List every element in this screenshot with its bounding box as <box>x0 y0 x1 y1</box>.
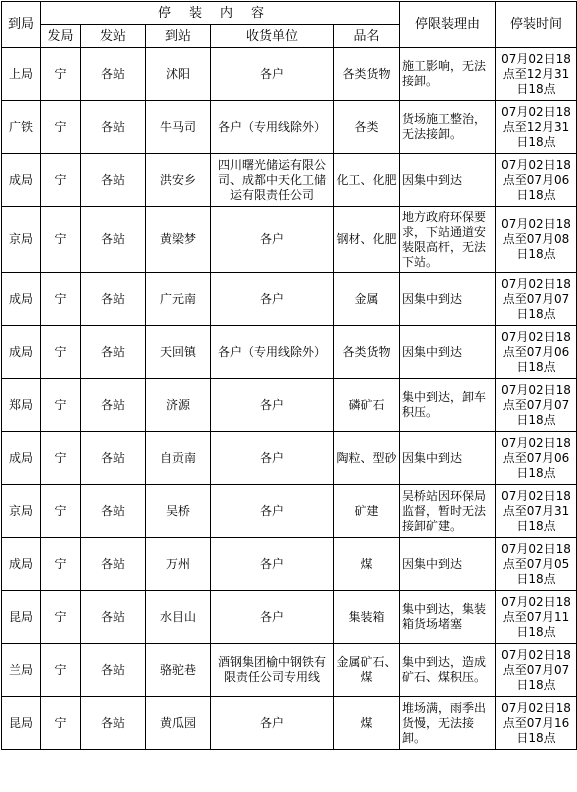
cell-origin-bureau: 宁 <box>41 207 81 273</box>
cell-origin-bureau: 宁 <box>41 273 81 326</box>
cell-goods: 金属 <box>334 273 400 326</box>
table-row <box>2 485 577 538</box>
cell-goods: 磷矿石 <box>334 379 400 432</box>
cell-origin-bureau: 宁 <box>41 432 81 485</box>
cell-origin-bureau: 宁 <box>41 538 81 591</box>
cell-goods: 煤 <box>334 538 400 591</box>
header-group-title: 停装内容 <box>41 2 400 25</box>
header-reason: 停限装理由 <box>400 2 496 48</box>
cell-consignee: 各户 <box>211 379 334 432</box>
cell-dest-station: 黄梁梦 <box>146 207 211 273</box>
table-row <box>2 591 577 644</box>
cell-time: 07月02日18点至07月07日18点 <box>496 273 577 326</box>
cell-dest-bureau: 广铁 <box>2 101 41 154</box>
cell-reason: 因集中到达 <box>400 154 496 207</box>
cell-dest-bureau: 成局 <box>2 273 41 326</box>
cell-reason: 集中到达，卸车积压。 <box>400 379 496 432</box>
cell-time: 07月02日18点至07月31日18点 <box>496 485 577 538</box>
cell-time: 07月02日18点至07月06日18点 <box>496 326 577 379</box>
cell-origin-station: 各站 <box>81 485 146 538</box>
cell-consignee: 各户 <box>211 48 334 101</box>
cell-origin-station: 各站 <box>81 379 146 432</box>
cell-origin-station: 各站 <box>81 207 146 273</box>
cell-origin-bureau: 宁 <box>41 326 81 379</box>
cell-time: 07月02日18点至12月31日18点 <box>496 48 577 101</box>
cell-dest-station: 洪安乡 <box>146 154 211 207</box>
table-row <box>2 48 577 101</box>
cell-goods: 集装箱 <box>334 591 400 644</box>
cell-dest-station: 骆驼巷 <box>146 644 211 697</box>
cell-consignee: 各户 <box>211 485 334 538</box>
cell-origin-station: 各站 <box>81 432 146 485</box>
cell-dest-bureau: 昆局 <box>2 697 41 750</box>
cell-reason: 因集中到达 <box>400 326 496 379</box>
cell-dest-bureau: 兰局 <box>2 644 41 697</box>
table-row <box>2 697 577 750</box>
cell-dest-bureau: 上局 <box>2 48 41 101</box>
cell-goods: 陶粒、型砂 <box>334 432 400 485</box>
cell-origin-station: 各站 <box>81 326 146 379</box>
header-dest-bureau: 到局 <box>2 2 41 48</box>
cell-reason: 地方政府环保要求，下站通道安装限高杆，无法下站。 <box>400 207 496 273</box>
cell-consignee: 酒钢集团榆中钢铁有限责任公司专用线 <box>211 644 334 697</box>
table-row <box>2 154 577 207</box>
cell-reason: 堆场满，雨季出货慢，无法接卸。 <box>400 697 496 750</box>
cell-time: 07月02日18点至07月08日18点 <box>496 207 577 273</box>
cell-reason: 集中到达，造成矿石、煤积压。 <box>400 644 496 697</box>
cell-reason: 因集中到达 <box>400 432 496 485</box>
cell-origin-station: 各站 <box>81 644 146 697</box>
header-origin-station: 发站 <box>81 25 146 48</box>
cell-origin-station: 各站 <box>81 154 146 207</box>
cell-origin-station: 各站 <box>81 273 146 326</box>
cell-consignee: 各户 <box>211 538 334 591</box>
cell-reason: 因集中到达 <box>400 538 496 591</box>
cell-reason: 货场施工整治，无法接卸。 <box>400 101 496 154</box>
table-body <box>2 48 577 750</box>
cell-consignee: 各户 <box>211 697 334 750</box>
cell-dest-bureau: 京局 <box>2 207 41 273</box>
cell-dest-station: 黄瓜园 <box>146 697 211 750</box>
table-row <box>2 538 577 591</box>
cell-dest-station: 济源 <box>146 379 211 432</box>
cell-consignee: 各户（专用线除外） <box>211 101 334 154</box>
cell-time: 07月02日18点至07月07日18点 <box>496 644 577 697</box>
cell-time: 07月02日18点至07月07日18点 <box>496 379 577 432</box>
cell-goods: 各类货物 <box>334 326 400 379</box>
cell-dest-station: 吴桥 <box>146 485 211 538</box>
cell-origin-bureau: 宁 <box>41 697 81 750</box>
cell-origin-station: 各站 <box>81 697 146 750</box>
cell-origin-station: 各站 <box>81 101 146 154</box>
cell-origin-station: 各站 <box>81 538 146 591</box>
cell-goods: 金属矿石、煤 <box>334 644 400 697</box>
cell-origin-bureau: 宁 <box>41 644 81 697</box>
table-row <box>2 432 577 485</box>
cell-time: 07月02日18点至07月11日18点 <box>496 591 577 644</box>
cell-time: 07月02日18点至07月06日18点 <box>496 154 577 207</box>
header-goods: 品名 <box>334 25 400 48</box>
table-row <box>2 379 577 432</box>
cell-dest-bureau: 成局 <box>2 538 41 591</box>
table-row <box>2 326 577 379</box>
cell-reason: 集中到达，集装箱货场堵塞 <box>400 591 496 644</box>
cell-dest-station: 牛马司 <box>146 101 211 154</box>
cell-consignee: 各户 <box>211 591 334 644</box>
cell-dest-bureau: 成局 <box>2 154 41 207</box>
cell-consignee: 各户 <box>211 432 334 485</box>
cell-dest-station: 广元南 <box>146 273 211 326</box>
cell-goods: 钢材、化肥 <box>334 207 400 273</box>
cell-time: 07月02日18点至07月06日18点 <box>496 432 577 485</box>
cell-origin-bureau: 宁 <box>41 485 81 538</box>
cell-origin-bureau: 宁 <box>41 591 81 644</box>
cell-origin-bureau: 宁 <box>41 48 81 101</box>
cell-consignee: 各户（专用线除外） <box>211 326 334 379</box>
cell-dest-bureau: 京局 <box>2 485 41 538</box>
table-row <box>2 207 577 273</box>
cell-dest-station: 沭阳 <box>146 48 211 101</box>
table-row <box>2 273 577 326</box>
cell-origin-bureau: 宁 <box>41 379 81 432</box>
cell-time: 07月02日18点至12月31日18点 <box>496 101 577 154</box>
cell-dest-bureau: 成局 <box>2 432 41 485</box>
cell-consignee: 各户 <box>211 273 334 326</box>
header-origin-bureau: 发局 <box>41 25 81 48</box>
cell-time: 07月02日18点至07月16日18点 <box>496 697 577 750</box>
cell-origin-bureau: 宁 <box>41 101 81 154</box>
cell-consignee: 四川曙光储运有限公司、成都中天化工储运有限责任公司 <box>211 154 334 207</box>
cell-goods: 矿建 <box>334 485 400 538</box>
cell-origin-station: 各站 <box>81 48 146 101</box>
cell-dest-station: 天回镇 <box>146 326 211 379</box>
cell-dest-station: 自贡南 <box>146 432 211 485</box>
table-row <box>2 101 577 154</box>
cell-reason: 因集中到达 <box>400 273 496 326</box>
cell-dest-station: 万州 <box>146 538 211 591</box>
cell-origin-bureau: 宁 <box>41 154 81 207</box>
cell-reason: 吴桥站因环保局监督，暂时无法接卸矿建。 <box>400 485 496 538</box>
cell-dest-bureau: 成局 <box>2 326 41 379</box>
cell-dest-station: 水目山 <box>146 591 211 644</box>
cell-consignee: 各户 <box>211 207 334 273</box>
cell-goods: 煤 <box>334 697 400 750</box>
cell-dest-bureau: 郑局 <box>2 379 41 432</box>
header-consignee: 收货单位 <box>211 25 334 48</box>
cell-origin-station: 各站 <box>81 591 146 644</box>
header-dest-station: 到站 <box>146 25 211 48</box>
cell-goods: 各类货物 <box>334 48 400 101</box>
cell-reason: 施工影响，无法接卸。 <box>400 48 496 101</box>
table-row <box>2 644 577 697</box>
cell-time: 07月02日18点至07月05日18点 <box>496 538 577 591</box>
cell-goods: 各类 <box>334 101 400 154</box>
stoppage-table <box>1 1 577 750</box>
header-time: 停装时间 <box>496 2 577 48</box>
cell-dest-bureau: 昆局 <box>2 591 41 644</box>
cell-goods: 化工、化肥 <box>334 154 400 207</box>
